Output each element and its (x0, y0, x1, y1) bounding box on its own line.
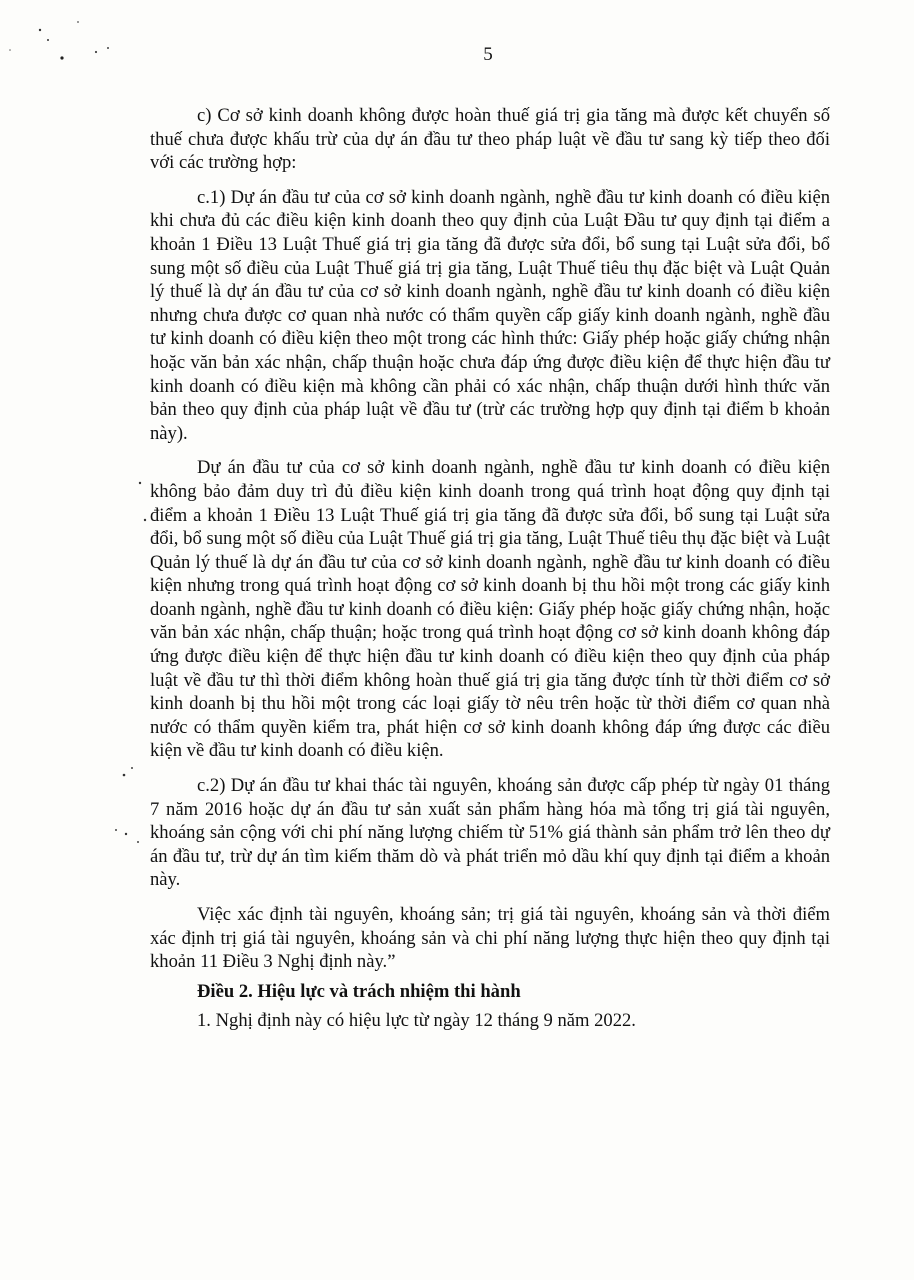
article-2-heading: Điều 2. Hiệu lực và trách nhiệm thi hành (197, 980, 521, 1002)
page-number: 5 (483, 44, 493, 65)
article-2-item-1: 1. Nghị định này có hiệu lực từ ngày 12 tháng 9 năm 2022. (197, 1010, 636, 1032)
paragraph-resource-determination: Việc xác định tài nguyên, khoáng sản; trị giá tài nguyên, khoáng sản và thời điểm xác định trị giá tài nguyên, khoáng sản và chi phí năng lượng thực hiện theo quy định tại khoản 11 Điều 3 Nghị định này.” (150, 904, 830, 973)
paragraph-c-intro: c) Cơ sở kinh doanh không được hoàn thuế giá trị gia tăng mà được kết chuyển số thuế chưa được khấu trừ của dự án đầu tư theo pháp luật về đầu tư sang kỳ tiếp theo đối với các trường hợp: (150, 105, 830, 174)
document-body (150, 104, 830, 1044)
paragraph-c1-continued: Dự án đầu tư của cơ sở kinh doanh ngành, nghề đầu tư kinh doanh có điều kiện không bảo đảm duy trì đủ điều kiện kinh doanh trong quá trình hoạt động quy định tại điểm a khoản 1 Điều 13 Luật Thuế giá trị gia tăng đã được sửa đổi, bổ sung tại Luật sửa đổi, bổ sung một số điều của Luật Thuế giá trị gia tăng, Luật Thuế tiêu thụ đặc biệt và Luật Quản lý thuế là dự án đầu tư của cơ sở kinh doanh ngành, nghề đầu tư kinh doanh có điều kiện nhưng trong quá trình hoạt động cơ sở kinh doanh bị thu hồi một trong các giấy kinh doanh ngành, nghề đầu tư kinh doanh có điều kiện: Giấy phép hoặc giấy chứng nhận, hoặc văn bản xác nhận, chấp thuận; hoặc trong quá trình hoạt động cơ sở kinh doanh không đáp ứng được điều kiện để thực hiện đầu tư kinh doanh có điều kiện theo quy định của pháp luật về đầu tư thì thời điểm không hoàn thuế giá trị gia tăng được tính từ thời điểm cơ sở kinh doanh bị thu hồi một trong các loại giấy tờ nêu trên hoặc từ thời điểm cơ quan nhà nước có thẩm quyền kiểm tra, phát hiện cơ sở kinh doanh không đáp ứng được các điều kiện về đầu tư kinh doanh có điều kiện. (150, 457, 830, 762)
paragraph-c1: c.1) Dự án đầu tư của cơ sở kinh doanh ngành, nghề đầu tư kinh doanh có điều kiện khi chưa đủ các điều kiện kinh doanh theo quy định của Luật Đầu tư quy định tại điểm a khoản 1 Điều 13 Luật Thuế giá trị gia tăng đã được sửa đổi, bổ sung tại Luật sửa đổi, bổ sung một số điều của Luật Thuế giá trị gia tăng, Luật Thuế tiêu thụ đặc biệt và Luật Quản lý thuế là dự án đầu tư của cơ sở kinh doanh ngành, nghề đầu tư kinh doanh có điều kiện nhưng chưa được cơ quan nhà nước có thẩm quyền cấp giấy kinh doanh ngành, nghề đầu tư kinh doanh có điều kiện theo một trong các hình thức: Giấy phép hoặc giấy chứng nhận hoặc văn bản xác nhận, chấp thuận hoặc chưa đáp ứng được điều kiện để thực hiện đầu tư kinh doanh có điều kiện mà không cần phải có xác nhận, chấp thuận dưới hình thức văn bản theo quy định của pháp luật về đầu tư (trừ các trường hợp quy định tại điểm b khoản này). (150, 186, 830, 444)
paragraph-c2: c.2) Dự án đầu tư khai thác tài nguyên, khoáng sản được cấp phép từ ngày 01 tháng 7 năm 2016 hoặc dự án đầu tư sản xuất sản phẩm hàng hóa mà tổng trị giá tài nguyên, khoáng sản cộng với chi phí năng lượng chiếm từ 51% giá thành sản phẩm trở lên theo dự án đầu tư, trừ dự án tìm kiếm thăm dò và phát triển mỏ dầu khí quy định tại điểm a khoản này. (150, 775, 830, 891)
